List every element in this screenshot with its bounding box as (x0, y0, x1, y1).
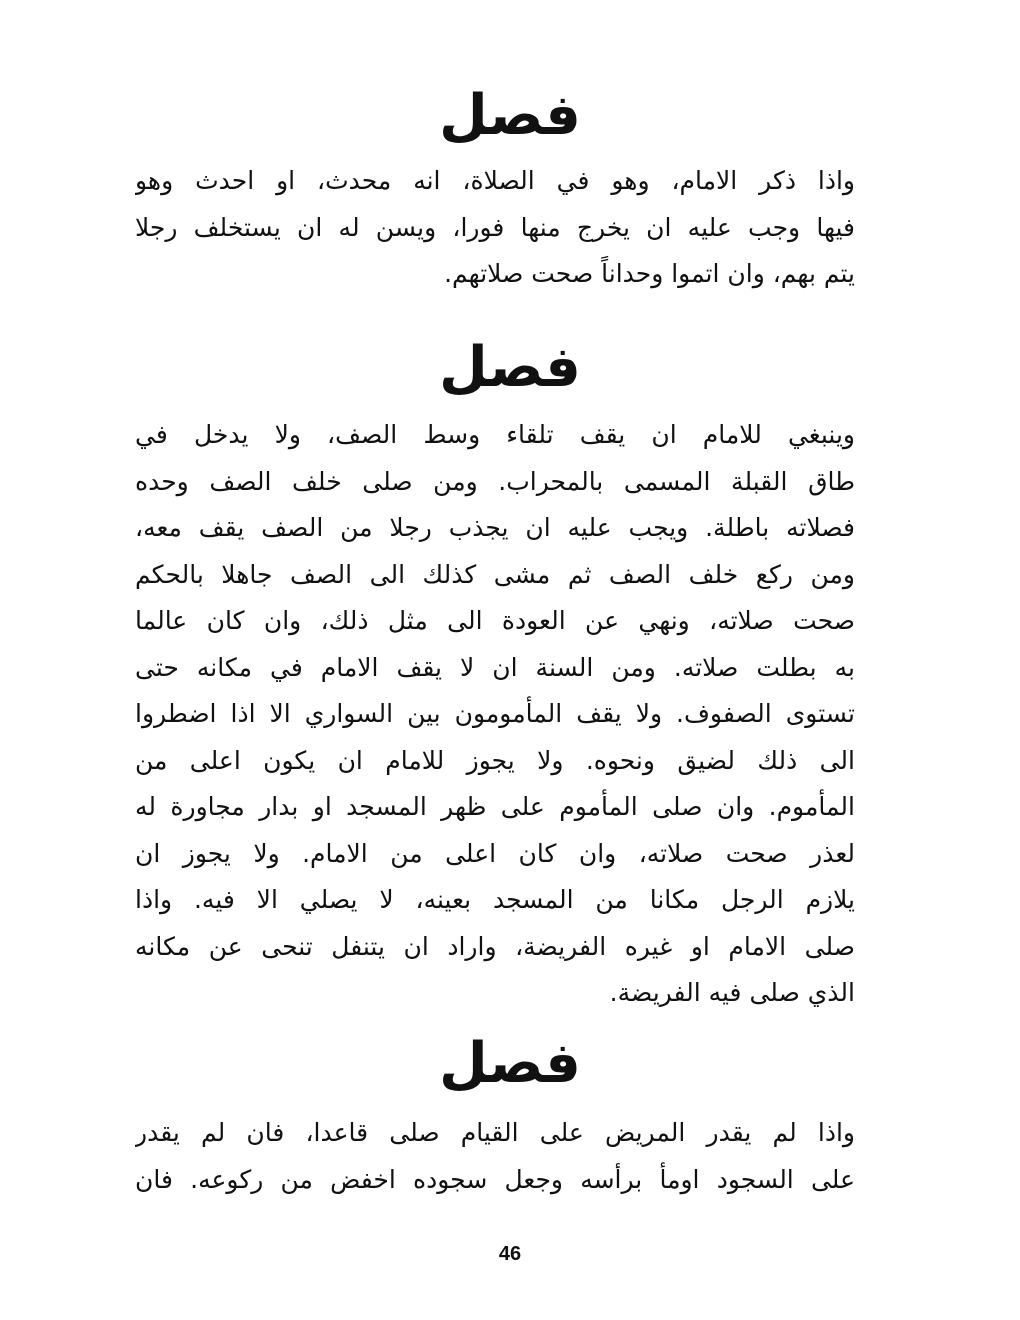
text-line: تستوى الصفوف. ولا يقف المأمومون بين السواري الا اذا اضطروا (135, 699, 855, 728)
text-line: وينبغي للامام ان يقف تلقاء وسط الصف، ولا يدخل في (135, 420, 855, 449)
page-number: 46 (498, 1243, 522, 1265)
section-paragraph (135, 1110, 855, 1203)
text-line: طاق القبلة المسمى بالمحراب. ومن صلى خلف الصف وحده (135, 466, 855, 496)
text-line: صحت صلاته، ونهي عن العودة الى مثل ذلك، وان كان عالما (135, 606, 855, 635)
text-line: يتم بهم، وان اتموا وحداناً صحت صلاتهم. (444, 259, 855, 288)
section-heading: فصل (439, 83, 581, 148)
text-line: على السجود اومأ برأسه وجعل سجوده اخفض من ركوعه. فان (135, 1164, 855, 1194)
section-heading: فصل (439, 1031, 581, 1096)
text-line: فصلاته باطلة. ويجب عليه ان يجذب رجلا من الصف يقف معه، (135, 513, 855, 542)
text-line: فيها وجب عليه ان يخرج منها فورا، ويسن له ان يستخلف رجلا (135, 212, 855, 242)
text-line: واذا لم يقدر المريض على القيام صلى قاعدا، فان لم يقدر (135, 1118, 855, 1147)
section-heading: فصل (439, 335, 581, 400)
text-line: المأموم. وان صلى المأموم على ظهر المسجد او بدار مجاورة له (135, 792, 855, 821)
section-paragraph (135, 158, 855, 298)
text-line: صلى الامام او غيره الفريضة، واراد ان يتنفل تنحى عن مكانه (135, 931, 855, 961)
text-line: ومن ركع خلف الصف ثم مشى كذلك الى الصف جاهلا بالحكم (135, 559, 855, 589)
section-paragraph (135, 412, 855, 1017)
text-line: واذا ذكر الامام، وهو في الصلاة، انه محدث، او احدث وهو (135, 166, 855, 195)
text-line: لعذر صحت صلاته، وان كان اعلى من الامام. ولا يجوز ان (135, 838, 855, 868)
text-line: به بطلت صلاته. ومن السنة ان لا يقف الامام في مكانه حتى (135, 652, 855, 682)
text-line: الذي صلى فيه الفريضة. (609, 978, 855, 1007)
text-line: الى ذلك لضيق ونحوه. ولا يجوز للامام ان يكون اعلى من (135, 745, 855, 775)
text-line: يلازم الرجل مكانا من المسجد بعينه، لا يصلي الا فيه. واذا (135, 885, 855, 914)
